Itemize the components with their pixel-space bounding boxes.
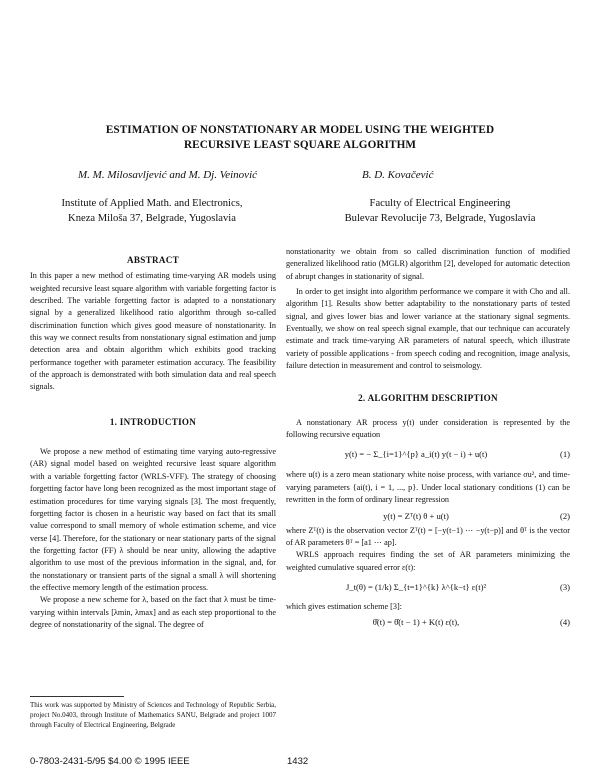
equation-3-expression: J_t(θ) = (1/k) Σ_{t=1}^{k} λ^{k−t} ε(t)² <box>345 581 487 592</box>
equation-2-expression: y(t) = Zᵀ(t) θ + u(t) <box>383 510 449 521</box>
right-paragraph-4: where u(t) is a zero mean stationary white noise process, with variance σu², and time-varying parameters {ai(t), i = 1, ..., p}. Under local stationary conditions (1) can be rewritten in the form of ordinary linear regression <box>286 470 570 505</box>
affiliation-right <box>300 196 580 226</box>
equation-4-number: (4) <box>559 617 570 628</box>
right-paragraph-7: which gives estimation scheme [3]: <box>286 601 402 611</box>
left-column <box>30 254 276 631</box>
affiliation-left-line-1: Institute of Applied Math. and Electronics, <box>61 198 243 209</box>
copyright-line: 0-7803-2431-5/95 $4.00 © 1995 IEEE <box>30 756 190 767</box>
equation-1-expression: y(t) = − Σ_{i=1}^{p} a_i(t) y(t − i) + u(t) <box>344 449 488 460</box>
author-right: B. D. Kovačević <box>362 169 434 181</box>
paper-title <box>20 123 580 153</box>
right-paragraph-1: nonstationarity we obtain from so called discrimination function of modified generalized likelihood ratio (MGLR) algorithm [2], developed for automatic detection of abrupt changes in stationarity of signal. <box>286 247 570 281</box>
right-paragraph-6: WRLS approach requires finding the set of AR parameters minimizing the weighted cumulative squared error ε(t): <box>286 550 570 572</box>
equation-4 <box>286 616 570 629</box>
affiliation-left <box>38 196 266 226</box>
abstract-heading: ABSTRACT <box>127 255 179 265</box>
right-paragraph-2: In order to get insight into algorithm performance we compare it with Cho and all. algorithm [1]. Results show better adaptability to the nonstationary parts of tested signal, and gives lower bias and lower variance at the stationary signal segments. Eventually, we show on real speech signal example, that our technique can accurately estimate and track time-varying AR parameters of natural speech, which illustrate variety of possible applications - from speech coding and recognition, image analysis, failure detection in measurement and control to seismology. <box>286 287 570 371</box>
affiliation-left-line-2: Kneza Miloša 37, Belgrade, Yugoslavia <box>68 213 236 224</box>
footnote: This work was supported by Ministry of Sciences and Technology of Republic Serbia, project No.0403, through Institute of Mathematics SANU, Belgrade and project 1007 through Faculty of Electrical Engineering, Belgrade <box>30 701 276 729</box>
affiliation-right-line-1: Faculty of Electrical Engineering <box>369 198 511 209</box>
right-paragraph-5: where Zᵀ(t) is the observation vector Zᵀ(t) = [−y(t−1) ⋯ −y(t−p)] and θᵀ is the vector of AR parameters θᵀ = [a1 ⋯ ap]. <box>286 525 570 547</box>
title-line-2: RECURSIVE LEAST SQUARE ALGORITHM <box>183 139 417 151</box>
equation-2-number: (2) <box>559 510 570 521</box>
author-left: M. M. Milosavljević and M. Dj. Veinović <box>78 169 258 181</box>
footnote-rule <box>30 696 124 697</box>
equation-3 <box>286 581 570 594</box>
equation-1 <box>286 448 570 461</box>
abstract-text: In this paper a new method of estimating time-varying AR models using weighted recursive least square algorithm with variable forgetting factor is described. The variable forgetting factor is adapted to a nonstationary signal by a generalized likelihood ratio algorithm through so-called discrimination function which gives good measure of nonstationarity. In this way we connect results from nonstationary signal estimation and jump detection area and obtain algorithm which exhibits good tracking performance together with parameter estimation accuracy. The feasibility of the approach is demonstrated with both simulation data and real speech signals. <box>30 271 276 392</box>
affiliation-right-line-2: Bulevar Revolucije 73, Belgrade, Yugoslavia <box>344 213 536 224</box>
page-number: 1432 <box>287 756 309 767</box>
equation-3-number: (3) <box>559 581 570 592</box>
equation-4-expression: θ̂(t) = θ̂(t − 1) + K(t) ε(t), <box>372 617 460 628</box>
right-column <box>286 246 570 629</box>
introduction-paragraph-1: We propose a new method of estimating time varying auto-regressive (AR) signal model based on weighted recursive least square algorithm with a variable forgetting factor (WRLS-VFF). The strategy of choosing forgetting factor have long been recognized as the most important stage of estimation procedures for time varying signals [3]. The most frequently, forgetting factor is chosen in a heuristic way based on fact that its small value correspond to small memory of whole estimation scheme, and vice verse [4]. Therefore, for the stationary or near stationary parts of the signal the forgetting factor (FF) λ should be near unity, allowing the adaptive algorithm to use most of the previous information in the signal, and, for the nonstationary or transient parts of the signal a small λ will shortening the effective memory length of the estimation process. <box>30 447 276 592</box>
algorithm-heading: 2. ALGORITHM DESCRIPTION <box>358 393 498 404</box>
title-line-1: ESTIMATION OF NONSTATIONARY AR MODEL USING THE WEIGHTED <box>105 124 495 136</box>
introduction-paragraph-2: We propose a new scheme for λ, based on the fact that λ must be time-varying within intervals [λmin, λmax] and as each step proportional to the degree of nonstationarity of the signal. The degree of <box>30 595 276 629</box>
introduction-heading: 1. INTRODUCTION <box>109 416 197 427</box>
right-paragraph-3: A nonstationary AR process y(t) under consideration is represented by the following recursive equation <box>286 417 570 440</box>
equation-1-number: (1) <box>559 449 570 460</box>
equation-2 <box>286 510 570 523</box>
